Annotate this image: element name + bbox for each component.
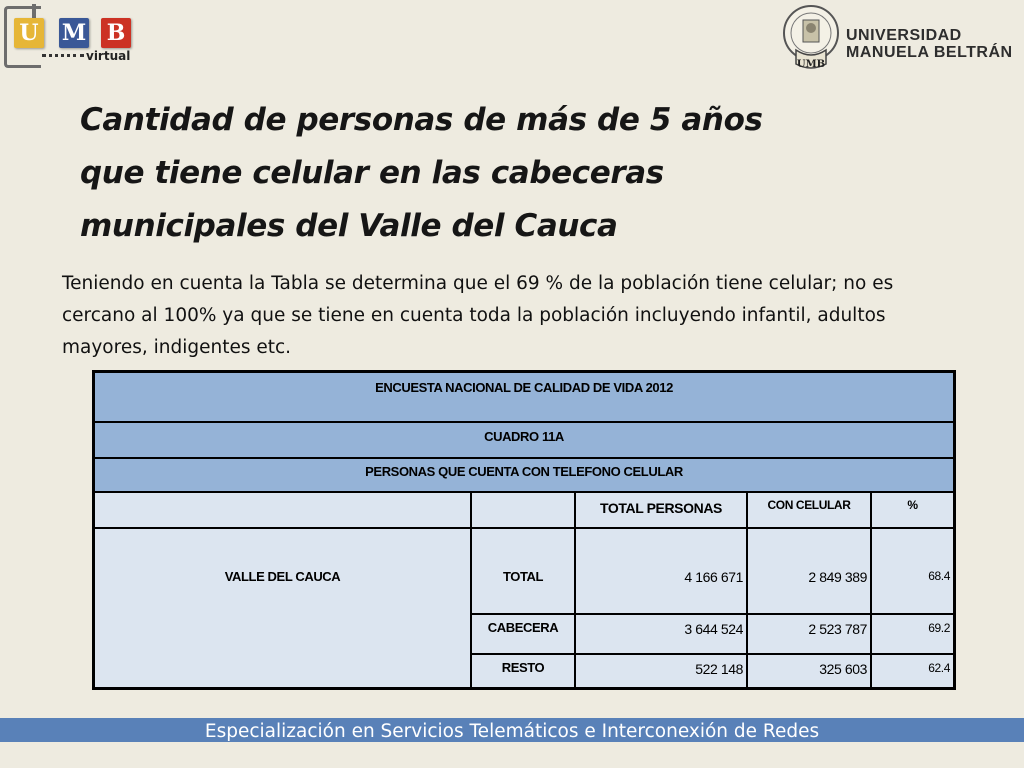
title-line: que tiene celular en las cabeceras (80, 155, 664, 191)
cell-cabecera-celular: 2 523 787 (747, 614, 871, 654)
logo-letter-m: M (59, 18, 89, 48)
logo-pin (32, 4, 36, 18)
cell-resto-personas: 522 148 (575, 654, 747, 688)
logo-dots (42, 54, 84, 57)
footer-bar (0, 718, 1024, 742)
slide-title (80, 94, 880, 253)
column-header-celular: CON CELULAR (747, 492, 871, 528)
table-header-empty (471, 492, 575, 528)
slide-body-text: Teniendo en cuenta la Tabla se determina que el 69 % de la población tiene celular; no es cercano al 100% ya que se tiene en cuenta toda la población incluyendo infantil, adultos mayores, indigentes etc. (62, 273, 894, 358)
column-header-percent: % (871, 492, 954, 528)
cell-cabecera-personas: 3 644 524 (575, 614, 747, 654)
university-name-line2: MANUELA BELTRÁN (846, 44, 1013, 61)
table-header-empty (94, 492, 471, 528)
row-label-total: TOTAL (471, 528, 575, 614)
footer-text: Especialización en Servicios Telemáticos e Interconexión de Redes (204, 721, 820, 742)
seal-text: UMB (796, 59, 826, 70)
title-line: Cantidad de personas de más de 5 años (80, 102, 763, 138)
table-heading-cuadro: CUADRO 11A (94, 422, 954, 458)
university-name (846, 27, 1013, 61)
table-heading-survey: ENCUESTA NACIONAL DE CALIDAD DE VIDA 2012 (94, 372, 954, 422)
logo-letter-b: B (101, 18, 131, 48)
university-seal-icon (782, 4, 840, 74)
title-line: municipales del Valle del Cauca (80, 208, 618, 244)
cell-total-pct: 68.4 (871, 528, 954, 614)
cell-resto-pct: 62.4 (871, 654, 954, 688)
logo-virtual-text: virtual (86, 49, 131, 63)
university-name-line1: UNIVERSIDAD (846, 27, 962, 44)
cell-resto-celular: 325 603 (747, 654, 871, 688)
cell-cabecera-pct: 69.2 (871, 614, 954, 654)
row-label-cabecera: CABECERA (471, 614, 575, 654)
table-heading-subject: PERSONAS QUE CUENTA CON TELEFONO CELULAR (94, 458, 954, 492)
logo-letter-u: U (14, 18, 44, 48)
cell-total-celular: 2 849 389 (747, 528, 871, 614)
column-header-total: TOTAL PERSONAS (575, 492, 747, 528)
survey-table (92, 370, 956, 690)
region-label: VALLE DEL CAUCA (94, 528, 471, 688)
umb-virtual-logo (4, 4, 139, 68)
cell-total-personas: 4 166 671 (575, 528, 747, 614)
row-label-resto: RESTO (471, 654, 575, 688)
